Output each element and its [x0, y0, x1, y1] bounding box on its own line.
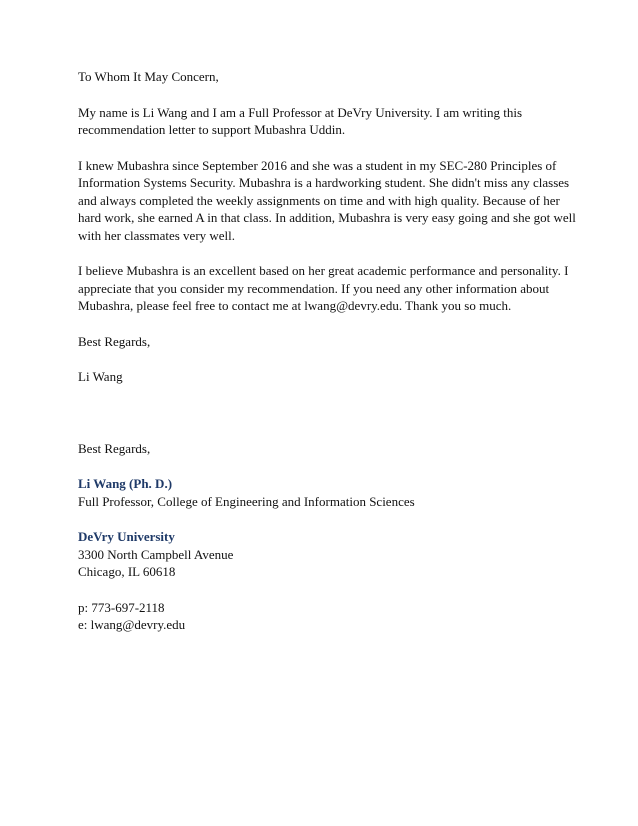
paragraph-line: with her classmates very well. [78, 227, 236, 243]
signature-organization: DeVry University [78, 529, 175, 544]
paragraph-line: appreciate that you consider my recommendation. If you need any other information about [78, 280, 550, 296]
paragraph-recommendation [78, 262, 568, 315]
paragraph-line: I believe Mubashra is an excellent based on her great academic performance and personality. I [78, 263, 569, 278]
paragraph-line: Information Systems Security. Mubashra is a hardworking student. She didn't miss any classes [78, 175, 570, 190]
salutation: To Whom It May Concern, [78, 69, 219, 84]
signature-title: Full Professor, College of Engineering and Information Sciences [78, 493, 415, 509]
closing-name: Li Wang [78, 369, 123, 384]
paragraph-introduction [78, 104, 568, 139]
signature-address-line1: 3300 North Campbell Avenue [78, 546, 234, 562]
paragraph-background [78, 157, 576, 245]
signature-email: e: lwang@devry.edu [78, 617, 186, 632]
signature-phone: p: 773-697-2118 [78, 599, 165, 615]
letter-page [78, 68, 576, 634]
paragraph-line: recommendation letter to support Mubashra Uddin. [78, 122, 346, 137]
signature-block [78, 440, 568, 634]
paragraph-line: hard work, she earned A in that class. In addition, Mubashra is very easy going and she got well [78, 210, 576, 225]
paragraph-line: and always completed the weekly assignments on time and with high quality. Because of her [78, 192, 560, 208]
paragraph-line: My name is Li Wang and I am a Full Professor at DeVry University. I am writing this [78, 104, 523, 120]
signature-closing: Best Regards, [78, 440, 151, 456]
signature-address-line2: Chicago, IL 60618 [78, 564, 176, 579]
signature-name: Li Wang (Ph. D.) [78, 476, 173, 491]
paragraph-line: I knew Mubashra since September 2016 and she was a student in my SEC-280 Principles of [78, 157, 557, 173]
closing: Best Regards, [78, 333, 151, 349]
paragraph-line: Mubashra, please feel free to contact me at lwang@devry.edu. Thank you so much. [78, 298, 512, 313]
